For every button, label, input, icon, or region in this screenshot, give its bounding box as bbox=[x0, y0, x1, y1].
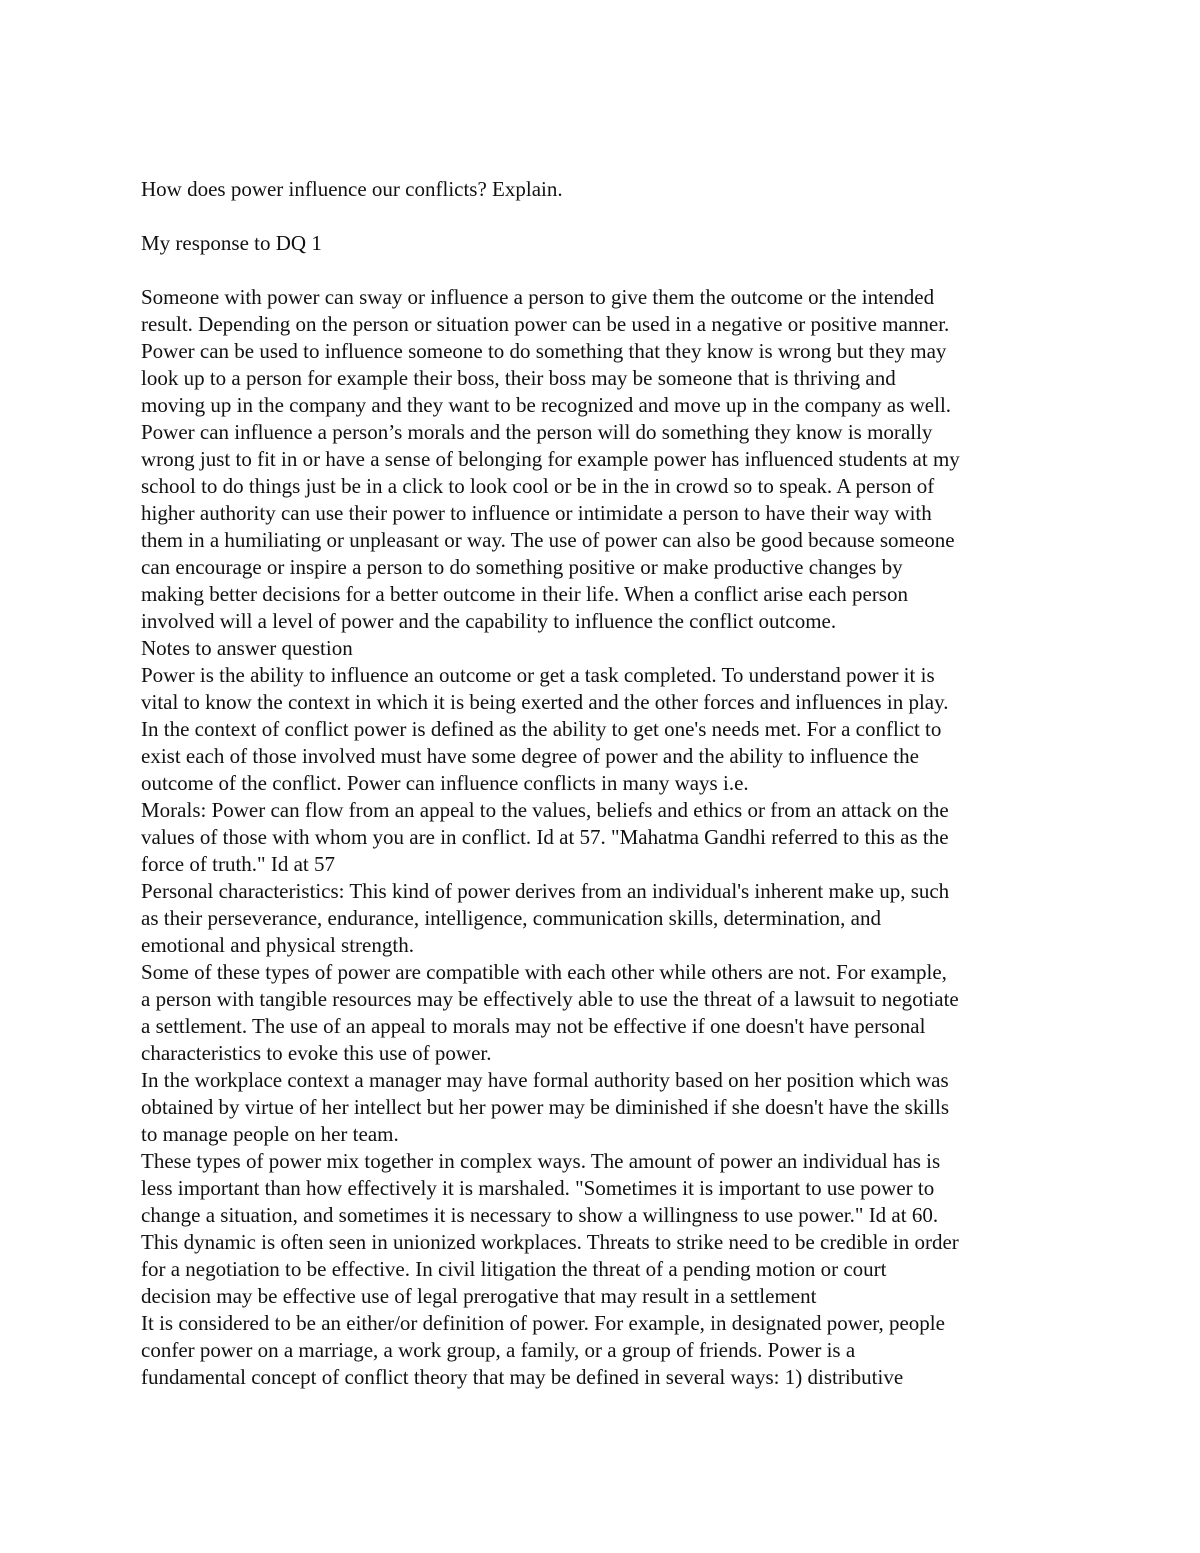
body-line: vital to know the context in which it is being exerted and the other forces and influences in play. bbox=[141, 690, 949, 714]
body-line: Power can be used to influence someone to do something that they know is wrong but they may bbox=[141, 339, 947, 363]
body-line: making better decisions for a better outcome in their life. When a conflict arise each person bbox=[141, 582, 908, 606]
body-line: Personal characteristics: This kind of power derives from an individual's inherent make up, such bbox=[141, 879, 950, 903]
body-line: Morals: Power can flow from an appeal to the values, beliefs and ethics or from an attack on the bbox=[141, 798, 949, 822]
response-subheading: My response to DQ 1 bbox=[141, 231, 322, 255]
body-line: In the workplace context a manager may have formal authority based on her position which was bbox=[141, 1068, 949, 1092]
body-text bbox=[141, 284, 1081, 1391]
body-line: school to do things just be in a click to look cool or be in the in crowd so to speak. A person of bbox=[141, 474, 935, 498]
body-line: higher authority can use their power to influence or intimidate a person to have their way with bbox=[141, 501, 932, 525]
body-line: Power can influence a person’s morals and the person will do something they know is morally bbox=[141, 420, 933, 444]
body-line: obtained by virtue of her intellect but her power may be diminished if she doesn't have the skills bbox=[141, 1095, 949, 1119]
body-line: a settlement. The use of an appeal to morals may not be effective if one doesn't have personal bbox=[141, 1014, 926, 1038]
body-line: for a negotiation to be effective. In civil litigation the threat of a pending motion or court bbox=[141, 1257, 887, 1281]
body-line: Notes to answer question bbox=[141, 636, 353, 660]
document-page bbox=[141, 176, 1081, 1391]
body-line: values of those with whom you are in conflict. Id at 57. "Mahatma Gandhi referred to this as the bbox=[141, 825, 949, 849]
body-line: Someone with power can sway or influence a person to give them the outcome or the intended bbox=[141, 285, 935, 309]
body-line: them in a humiliating or unpleasant or way. The use of power can also be good because someone bbox=[141, 528, 955, 552]
body-line: In the context of conflict power is defined as the ability to get one's needs met. For a conflict to bbox=[141, 717, 942, 741]
body-line: look up to a person for example their boss, their boss may be someone that is thriving and bbox=[141, 366, 896, 390]
body-line: It is considered to be an either/or definition of power. For example, in designated power, people bbox=[141, 1311, 945, 1335]
body-line: This dynamic is often seen in unionized workplaces. Threats to strike need to be credible in order bbox=[141, 1230, 959, 1254]
body-line: result. Depending on the person or situation power can be used in a negative or positive manner. bbox=[141, 312, 950, 336]
body-line: change a situation, and sometimes it is necessary to show a willingness to use power." Id at 60. bbox=[141, 1203, 939, 1227]
body-line: as their perseverance, endurance, intelligence, communication skills, determination, and bbox=[141, 906, 881, 930]
body-line: involved will a level of power and the capability to influence the conflict outcome. bbox=[141, 609, 837, 633]
body-line: force of truth." Id at 57 bbox=[141, 852, 336, 876]
body-line: exist each of those involved must have some degree of power and the ability to influence the bbox=[141, 744, 919, 768]
body-line: characteristics to evoke this use of power. bbox=[141, 1041, 492, 1065]
body-line: moving up in the company and they want to be recognized and move up in the company as well. bbox=[141, 393, 952, 417]
body-line: less important than how effectively it is marshaled. "Sometimes it is important to use power to bbox=[141, 1176, 935, 1200]
body-line: These types of power mix together in complex ways. The amount of power an individual has is bbox=[141, 1149, 941, 1173]
body-line: Some of these types of power are compatible with each other while others are not. For example, bbox=[141, 960, 947, 984]
body-line: to manage people on her team. bbox=[141, 1122, 399, 1146]
body-line: emotional and physical strength. bbox=[141, 933, 414, 957]
body-line: Power is the ability to influence an outcome or get a task completed. To understand power it is bbox=[141, 663, 935, 687]
body-line: can encourage or inspire a person to do something positive or make productive changes by bbox=[141, 555, 903, 579]
body-line: decision may be effective use of legal prerogative that may result in a settlement bbox=[141, 1284, 817, 1308]
body-line: confer power on a marriage, a work group, a family, or a group of friends. Power is a bbox=[141, 1338, 856, 1362]
body-line: outcome of the conflict. Power can influence conflicts in many ways i.e. bbox=[141, 771, 749, 795]
body-line: wrong just to fit in or have a sense of belonging for example power has influenced students at my bbox=[141, 447, 960, 471]
body-line: fundamental concept of conflict theory that may be defined in several ways: 1) distributive bbox=[141, 1365, 904, 1389]
question-heading: How does power influence our conflicts? Explain. bbox=[141, 177, 563, 201]
body-line: a person with tangible resources may be effectively able to use the threat of a lawsuit to negotiate bbox=[141, 987, 959, 1011]
